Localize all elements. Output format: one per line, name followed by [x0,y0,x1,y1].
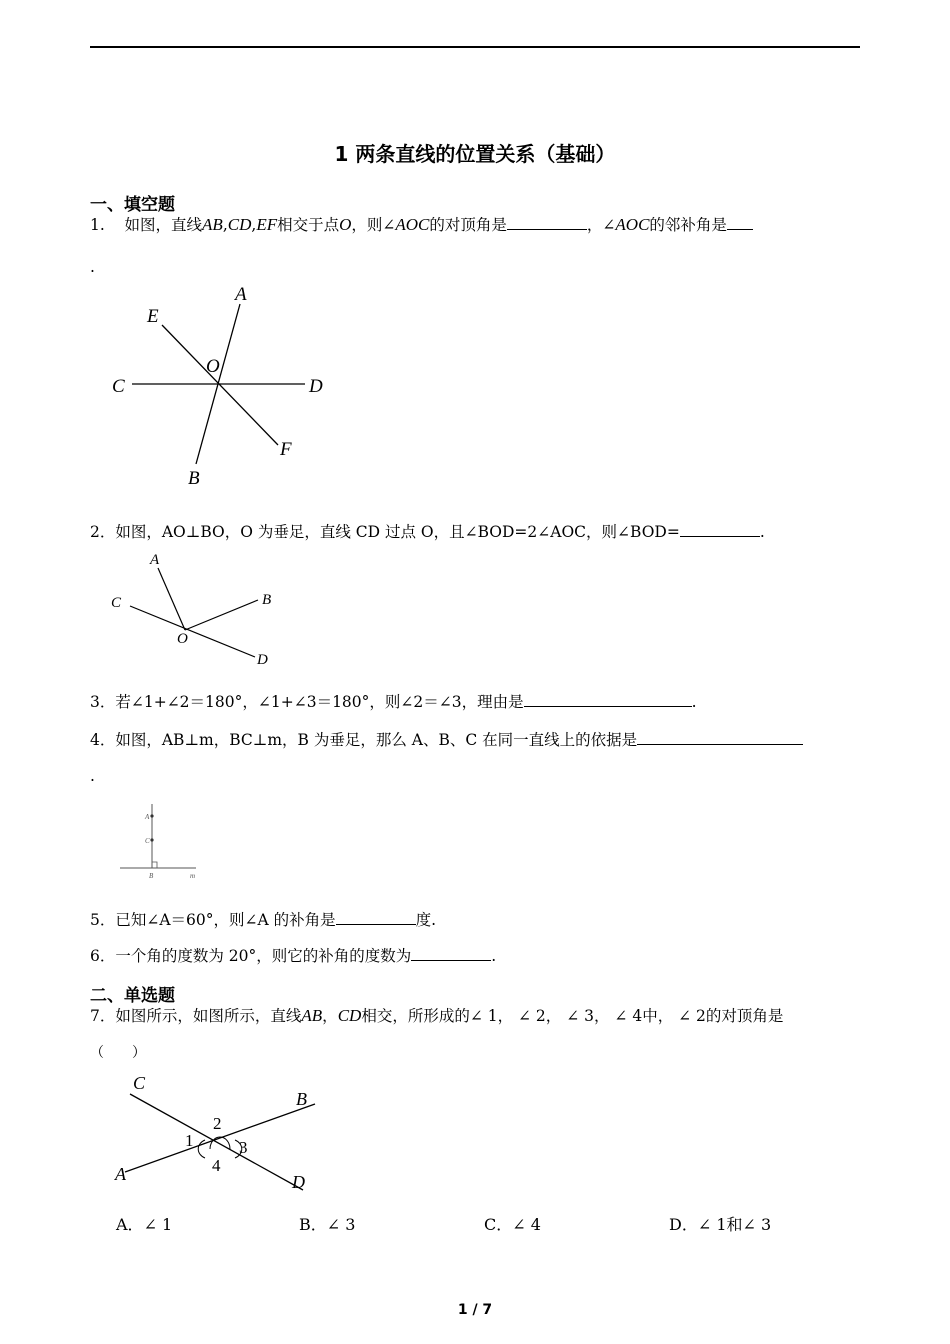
option-d[interactable]: D．∠ 1和∠ 3 [669,1215,772,1234]
question-1: 1. 如图，直线AB,CD,EF相交于点O，则∠AOC的对顶角是 ，∠AOC的邻补角是 [90,214,753,236]
answer-blank[interactable] [680,522,760,537]
label-angle-1: 1 [185,1131,194,1150]
label-d: D [257,652,268,668]
label-b: B [262,592,272,608]
answer-blank[interactable] [637,730,803,745]
section-fill-in: 一、填空题 [90,195,175,215]
label-a: A [235,284,247,305]
page-number: 1 / 7 [457,1302,493,1318]
label-angle-3: 3 [239,1138,248,1157]
label-o: O [206,356,220,377]
label-c: C [133,1073,146,1093]
answer-blank[interactable] [727,215,753,230]
point-a [150,814,153,817]
ray-oa [158,568,185,630]
question-1-end: . [90,258,95,276]
option-a[interactable]: A．∠ 1 [116,1215,173,1234]
right-angle-mark [152,862,157,868]
figure-q2-perpendicular [100,548,290,672]
point-c [150,838,153,841]
label-angle-2: 2 [213,1114,222,1133]
figure-q1-intersecting-lines [100,280,340,490]
section-single-choice: 二、单选题 [90,986,175,1006]
option-b[interactable]: B．∠ 3 [299,1215,356,1234]
label-c: C [111,595,122,611]
question-3: 3．若∠1+∠2＝180°，∠1+∠3＝180°，则∠2＝∠3，理由是 . [90,693,697,711]
option-c[interactable]: C．∠ 4 [484,1215,541,1234]
label-a: A [145,813,150,821]
label-b: B [149,872,154,880]
question-6: 6．一个角的度数为 20°，则它的补角的度数为 . [90,947,497,965]
label-m: m [190,872,196,880]
answer-blank[interactable] [524,692,692,707]
line-ef [162,325,278,445]
label-angle-4: 4 [212,1156,221,1175]
angle-arc-1 [198,1140,205,1158]
page-title: 1 两条直线的位置关系（基础） [334,142,616,166]
question-4: 4．如图，AB⊥m，BC⊥m，B 为垂足，那么 A、B、C 在同一直线上的依据是 [90,729,803,751]
question-4-end: . [90,767,95,785]
answer-blank[interactable] [336,910,416,925]
label-o: O [177,631,188,647]
label-a: A [150,552,160,568]
question-2: 2．如图，AO⊥BO，O 为垂足，直线 CD 过点 O，且∠BOD=2∠AOC，则∠BOD= . [90,523,765,541]
header-rule [90,46,860,48]
question-5: 5．已知∠A＝60°，则∠A 的补角是 度. [90,911,437,929]
line-cd [130,1094,303,1190]
label-d: D [292,1172,305,1192]
answer-blank[interactable] [507,215,587,230]
ray-ob [185,600,258,630]
figure-q7-intersecting-lines [105,1068,335,1200]
line-cd [130,606,255,657]
label-f: F [280,439,292,460]
label-b: B [188,468,200,489]
label-b: B [296,1089,307,1109]
label-e: E [147,306,159,327]
label-d: D [309,376,323,397]
question-7-paren: （ ） [90,1045,146,1061]
label-a: A [115,1164,126,1184]
figure-q4-collinear [112,800,208,882]
label-c: C [145,837,150,845]
answer-blank[interactable] [411,946,491,961]
label-c: C [112,376,125,397]
question-7: 7．如图所示，如图所示，直线AB，CD相交，所形成的∠ 1， ∠ 2， ∠ 3， ∠ 4中， ∠ 2的对顶角是 [90,1006,784,1025]
